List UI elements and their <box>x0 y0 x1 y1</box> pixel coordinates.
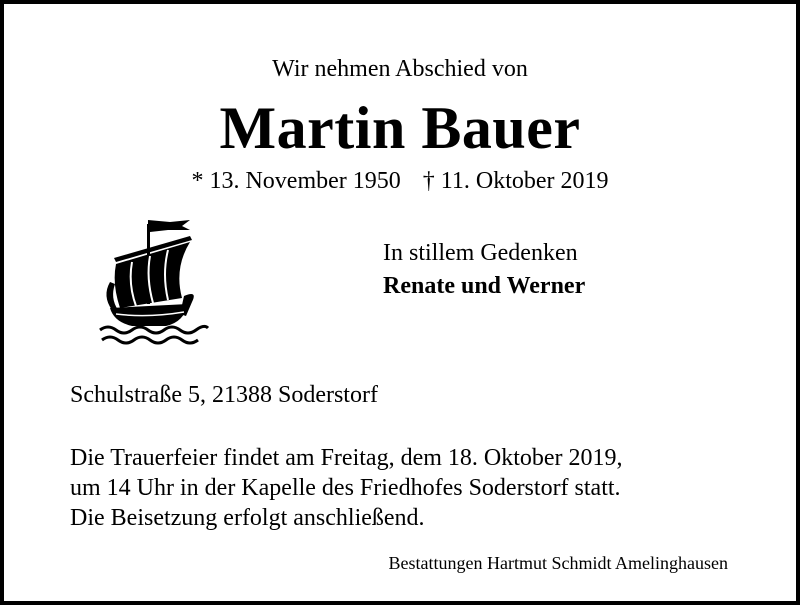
birth-date: * 13. November 1950 <box>191 168 401 194</box>
death-date: † 11. Oktober 2019 <box>422 168 609 194</box>
service-line-2: um 14 Uhr in der Kapelle des Friedhofes Soderstorf statt. <box>70 475 621 501</box>
service-line-3: Die Beisetzung erfolgt anschließend. <box>70 505 425 531</box>
address-line: Schulstraße 5, 21388 Soderstorf <box>70 382 378 408</box>
remembrance-block <box>383 237 585 303</box>
service-info <box>70 443 623 533</box>
deceased-name: Martin Bauer <box>219 95 581 161</box>
intro-line: Wir nehmen Abschied von <box>272 56 528 82</box>
viking-ship-icon <box>98 218 210 346</box>
undertaker-credit: Bestattungen Hartmut Schmidt Amelinghausen <box>388 553 728 573</box>
service-line-1: Die Trauerfeier findet am Freitag, dem 18. Oktober 2019, <box>70 445 623 471</box>
remembrance-line: In stillem Gedenken <box>383 240 578 266</box>
life-dates <box>0 166 800 196</box>
mourner-names: Renate und Werner <box>383 273 586 299</box>
